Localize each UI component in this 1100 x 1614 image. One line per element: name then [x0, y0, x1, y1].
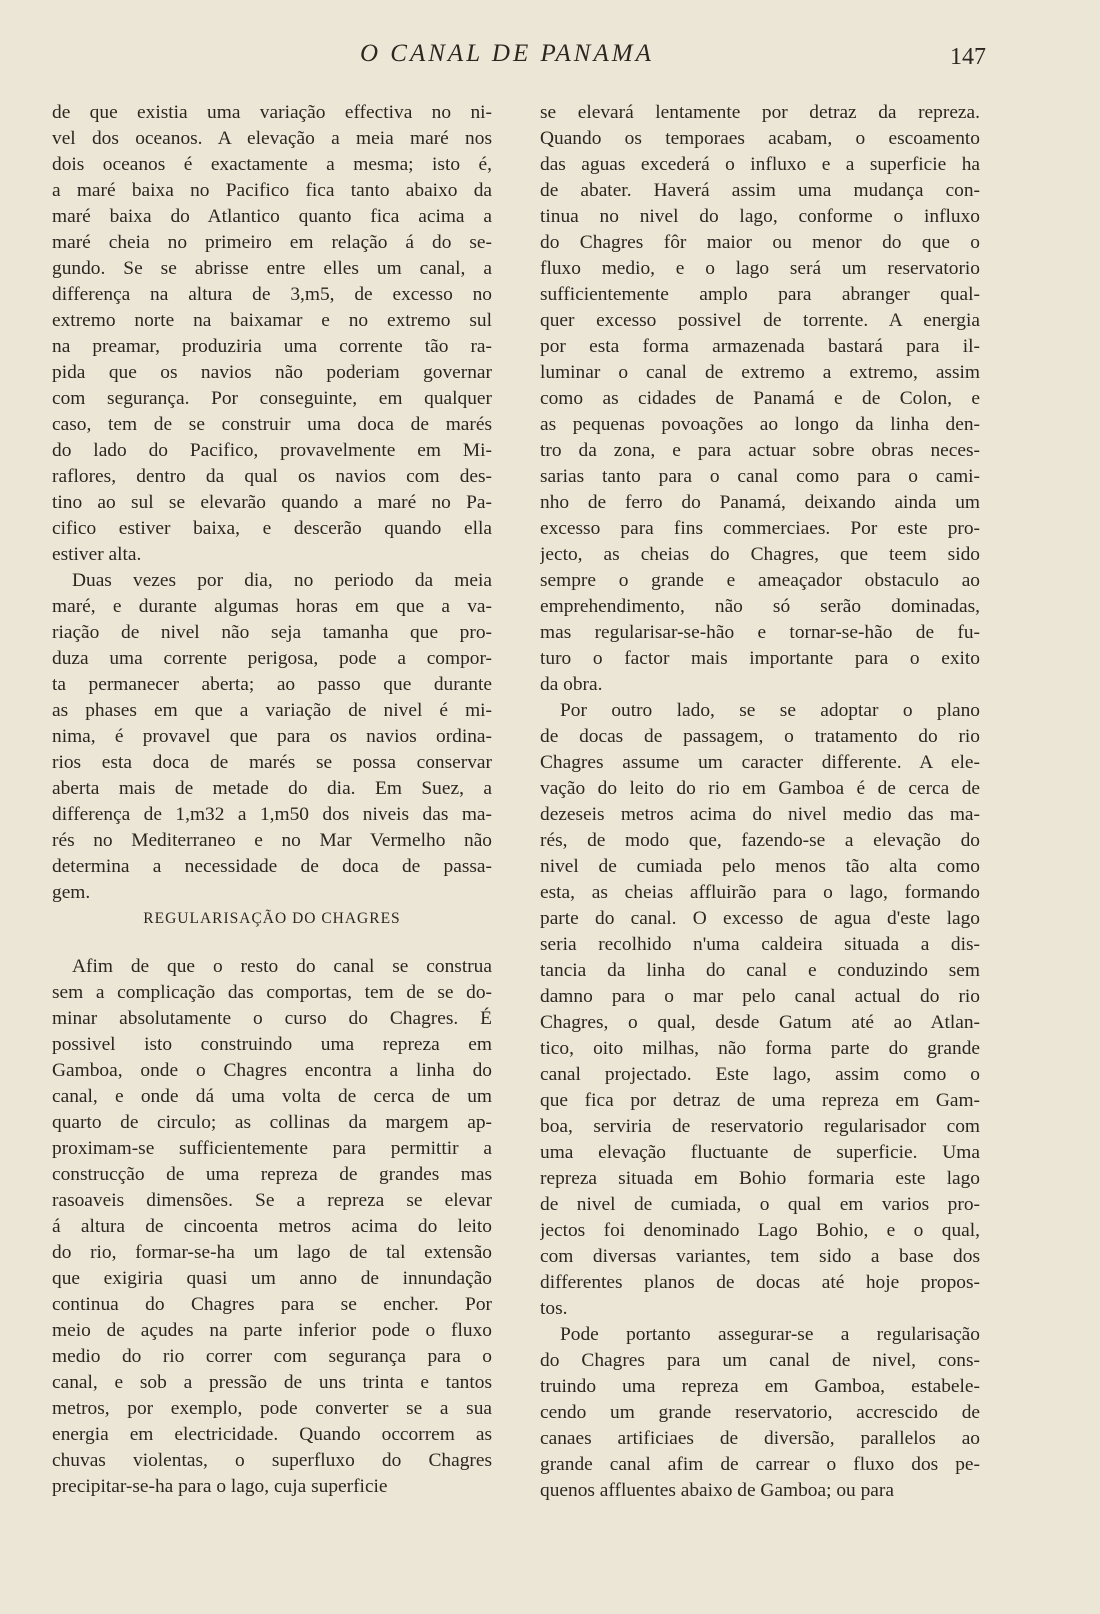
text-line: turo o factor mais importante para o exito [540, 648, 980, 669]
text-line: metros, por exemplo, pode converter se a sua [52, 1398, 492, 1419]
text-line: determina a necessidade de doca de passa- [52, 856, 492, 877]
text-line: quenos affluentes abaixo de Gamboa; ou para [540, 1480, 894, 1501]
text-line: differença de 1,m32 a 1,m50 dos niveis das ma- [52, 804, 492, 825]
text-line: quarto de circulo; as collinas da margem ap- [52, 1112, 492, 1133]
text-line: que fica por detraz de uma repreza em Gam- [540, 1090, 980, 1111]
text-line: pida que os navios não poderiam governar [52, 362, 492, 383]
text-line: construcção de uma repreza de grandes mas [52, 1164, 492, 1185]
text-line: do Chagres fôr maior ou menor do que o [540, 232, 980, 253]
text-line: rasoaveis dimensões. Se a repreza se elevar [52, 1190, 492, 1211]
text-line: com diversas variantes, tem sido a base dos [540, 1246, 980, 1267]
text-line: boa, serviria de reservatorio regularisador com [540, 1116, 980, 1137]
text-line: mas regularisar-se-hão e tornar-se-hão de fu- [540, 622, 980, 643]
text-line: tinua no nivel do lago, conforme o influxo [540, 206, 980, 227]
text-line: esta, as cheias affluirão para o lago, formando [540, 882, 980, 903]
text-line: aberta mais de metade do dia. Em Suez, a [52, 778, 492, 799]
text-line: rés no Mediterraneo e no Mar Vermelho não [52, 830, 492, 851]
text-line: de docas de passagem, o tratamento do rio [540, 726, 980, 747]
text-line: Duas vezes por dia, no periodo da meia [72, 570, 492, 591]
text-line: tancia da linha do canal e conduzindo sem [540, 960, 980, 981]
text-line: fluxo medio, e o lago será um reservatorio [540, 258, 980, 279]
text-line: meio de açudes na parte inferior pode o fluxo [52, 1320, 492, 1341]
text-line: á altura de cincoenta metros acima do leito [52, 1216, 492, 1237]
text-line: dois oceanos é exactamente a mesma; isto é, [52, 154, 492, 175]
text-line: ta permanecer aberta; ao passo que durante [52, 674, 492, 695]
text-line: possivel isto construindo uma repreza em [52, 1034, 492, 1055]
text-line: tro da zona, e para actuar sobre obras neces- [540, 440, 980, 461]
text-line: dezeseis metros acima do nivel medio das ma- [540, 804, 980, 825]
text-line: sem a complicação das comportas, tem de se do- [52, 982, 492, 1003]
text-line: energia em electricidade. Quando occorrem as [52, 1424, 492, 1445]
text-line: differentes planos de docas até hoje propos- [540, 1272, 980, 1293]
text-line: maré, e durante algumas horas em que a va- [52, 596, 492, 617]
text-line: emprehendimento, não só serão dominadas, [540, 596, 980, 617]
text-line: estiver alta. [52, 544, 142, 565]
left-column [52, 100, 492, 1500]
text-line: cendo um grande reservatorio, accrescido de [540, 1402, 980, 1423]
text-line: Gamboa, onde o Chagres encontra a linha do [52, 1060, 492, 1081]
text-line: excesso para fins commerciaes. Por este pro- [540, 518, 980, 539]
text-line: luminar o canal de extremo a extremo, assim [540, 362, 980, 383]
text-line: rés, de modo que, fazendo-se a elevação do [540, 830, 980, 851]
text-line: maré cheia no primeiro em relação á do se- [52, 232, 492, 253]
text-line: rios esta doca de marés se possa conservar [52, 752, 492, 773]
text-line: canal, e sob a pressão de uns trinta e tantos [52, 1372, 492, 1393]
text-line: quer excesso possivel de torrente. A energia [540, 310, 980, 331]
text-line: por esta forma armazenada bastará para il- [540, 336, 980, 357]
text-line: a maré baixa no Pacifico fica tanto abaixo da [52, 180, 492, 201]
text-line: uma elevação fluctuante de superficie. Uma [540, 1142, 980, 1163]
text-line: cifico estiver baixa, e descerão quando ella [52, 518, 492, 539]
text-line: seria recolhido n'uma caldeira situada a dis- [540, 934, 980, 955]
text-line: as phases em que a variação de nivel é mi- [52, 700, 492, 721]
text-line: duza uma corrente perigosa, pode a compor- [52, 648, 492, 669]
text-line: caso, tem de se construir uma doca de marés [52, 414, 492, 435]
text-line: com segurança. Por conseguinte, em qualquer [52, 388, 492, 409]
text-line: nivel de cumiada pelo menos tão alta como [540, 856, 980, 877]
text-line: sufficientemente amplo para abranger qual- [540, 284, 980, 305]
running-title: O CANAL DE PANAMA [360, 40, 654, 67]
text-line: nima, é provavel que para os navios ordina- [52, 726, 492, 747]
page-number: 147 [950, 44, 986, 70]
text-line: continua do Chagres para se encher. Por [52, 1294, 492, 1315]
text-line: como as cidades de Panamá e de Colon, e [540, 388, 980, 409]
text-line: canaes artificiaes de diversão, parallelos ao [540, 1428, 980, 1449]
text-line: as pequenas povoações ao longo da linha den- [540, 414, 980, 435]
text-line: proximam-se sufficientemente para permittir a [52, 1138, 492, 1159]
text-line: na preamar, produziria uma corrente tão ra- [52, 336, 492, 357]
text-line: precipitar-se-ha para o lago, cuja superficie [52, 1476, 388, 1497]
text-line: Chagres assume um caracter differente. A ele- [540, 752, 980, 773]
text-line: medio do rio correr com segurança para o [52, 1346, 492, 1367]
text-line: riação de nivel não seja tamanha que pro- [52, 622, 492, 643]
text-line: minar absolutamente o curso do Chagres. É [52, 1008, 492, 1029]
text-line: canal projectado. Este lago, assim como o [540, 1064, 980, 1085]
text-line: Quando os temporaes acabam, o escoamento [540, 128, 980, 149]
text-line: parte do canal. O excesso de agua d'este lago [540, 908, 980, 929]
running-head [0, 40, 1100, 80]
text-line: tino ao sul se elevarão quando a maré no Pa- [52, 492, 492, 513]
text-line: vel dos oceanos. A elevação a meia maré nos [52, 128, 492, 149]
text-line: extremo norte na baixamar e no extremo sul [52, 310, 492, 331]
text-line: vação do leito do rio em Gamboa é de cerca de [540, 778, 980, 799]
text-line: Afim de que o resto do canal se construa [72, 956, 492, 977]
text-line: gem. [52, 882, 91, 903]
text-line: nho de ferro do Panamá, deixando ainda um [540, 492, 980, 513]
text-line: Pode portanto assegurar-se a regularisação [560, 1324, 980, 1345]
text-line: canal, e onde dá uma volta de cerca de um [52, 1086, 492, 1107]
text-line: truindo uma repreza em Gamboa, estabele- [540, 1376, 980, 1397]
section-heading: REGULARISAÇÃO DO CHAGRES [143, 910, 401, 927]
text-line: maré baixa do Atlantico quanto fica acima a [52, 206, 492, 227]
text-line: grande canal afim de carrear o fluxo dos pe- [540, 1454, 980, 1475]
text-line: differença na altura de 3,m5, de excesso no [52, 284, 492, 305]
text-line: damno para o mar pelo canal actual do rio [540, 986, 980, 1007]
text-line: gundo. Se se abrisse entre elles um canal, a [52, 258, 492, 279]
text-line: de que existia uma variação effectiva no ni- [52, 102, 492, 123]
text-line: jecto, as cheias do Chagres, que teem sido [540, 544, 980, 565]
text-line: raflores, dentro da qual os navios com des- [52, 466, 492, 487]
text-line: que exigiria quasi um anno de innundação [52, 1268, 492, 1289]
text-line: do Chagres para um canal de nivel, cons- [540, 1350, 980, 1371]
text-line: Chagres, o qual, desde Gatum até ao Atlan- [540, 1012, 980, 1033]
text-line: Por outro lado, se se adoptar o plano [560, 700, 980, 721]
text-line: se elevará lentamente por detraz da repreza. [540, 102, 980, 123]
text-line: repreza situada em Bohio formaria este lago [540, 1168, 980, 1189]
text-line: sempre o grande e ameaçador obstaculo ao [540, 570, 980, 591]
text-line: jectos foi denominado Lago Bohio, e o qual, [540, 1220, 980, 1241]
text-line: tos. [540, 1298, 568, 1319]
text-line: de abater. Haverá assim uma mudança con- [540, 180, 980, 201]
text-line: chuvas violentas, o superfluxo do Chagres [52, 1450, 492, 1471]
text-line: do lado do Pacifico, provavelmente em Mi- [52, 440, 492, 461]
text-line: do rio, formar-se-ha um lago de tal extensão [52, 1242, 492, 1263]
text-line: de nivel de cumiada, o qual em varios pro- [540, 1194, 980, 1215]
text-line: da obra. [540, 674, 603, 695]
text-line: sarias tanto para o canal como para o cami- [540, 466, 980, 487]
text-line: das aguas excederá o influxo e a superficie ha [540, 154, 980, 175]
text-line: tico, oito milhas, não forma parte do grande [540, 1038, 980, 1059]
right-column [540, 100, 980, 1504]
